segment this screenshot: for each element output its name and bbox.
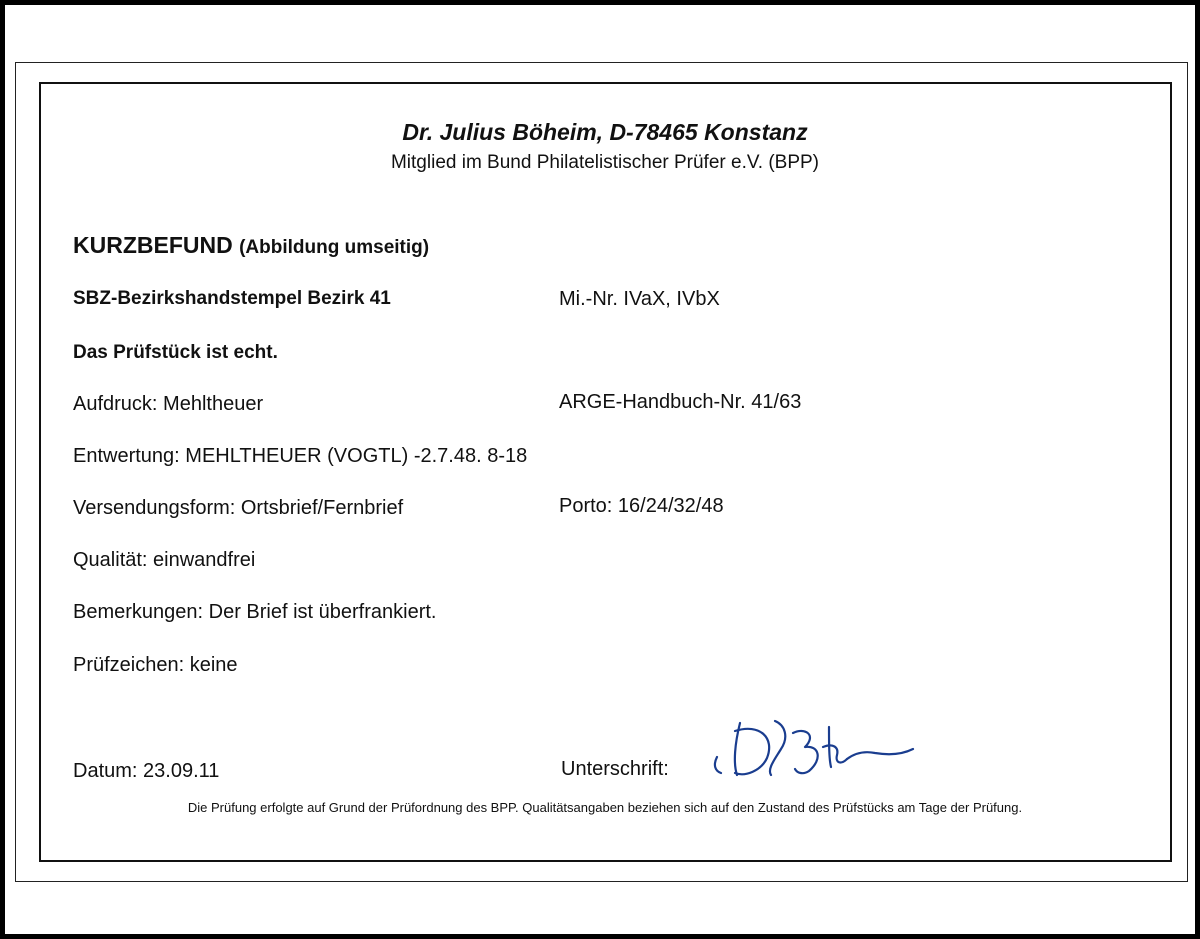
title-suffix: (Abbildung umseitig) xyxy=(239,237,430,258)
field-versendungsform: Versendungsform: Ortsbrief/Fernbrief xyxy=(73,497,404,519)
field-handbuch: ARGE-Handbuch-Nr. 41/63 xyxy=(559,391,802,413)
document-title xyxy=(73,234,429,257)
item-description: SBZ-Bezirkshandstempel Bezirk 41 xyxy=(73,288,391,309)
catalog-number: Mi.-Nr. IVaX, IVbX xyxy=(559,288,720,310)
handwritten-signature xyxy=(705,713,925,793)
field-entwertung: Entwertung: MEHLTHEUER (VOGTL) -2.7.48. 8-18 xyxy=(73,445,528,467)
inner-border xyxy=(39,82,1172,862)
field-datum: Datum: 23.09.11 xyxy=(73,760,220,782)
disclaimer-footer: Die Prüfung erfolgte auf Grund der Prüfordnung des BPP. Qualitätsangaben beziehen sich auf den Zustand des Prüfstücks am Tage der Prüfung. xyxy=(187,800,1023,815)
field-pruefzeichen: Prüfzeichen: keine xyxy=(73,654,238,676)
examiner-membership: Mitglied im Bund Philatelistischer Prüfer e.V. (BPP) xyxy=(390,152,820,173)
title-main: KURZBEFUND xyxy=(73,232,233,258)
field-porto: Porto: 16/24/32/48 xyxy=(559,495,724,517)
verdict: Das Prüfstück ist echt. xyxy=(73,342,278,363)
field-bemerkungen: Bemerkungen: Der Brief ist überfrankiert. xyxy=(73,601,437,623)
examiner-name: Dr. Julius Böheim, D-78465 Konstanz xyxy=(402,119,808,145)
field-qualitaet: Qualität: einwandfrei xyxy=(73,549,256,571)
field-unterschrift: Unterschrift: xyxy=(561,758,669,780)
field-aufdruck: Aufdruck: Mehltheuer xyxy=(73,393,264,415)
